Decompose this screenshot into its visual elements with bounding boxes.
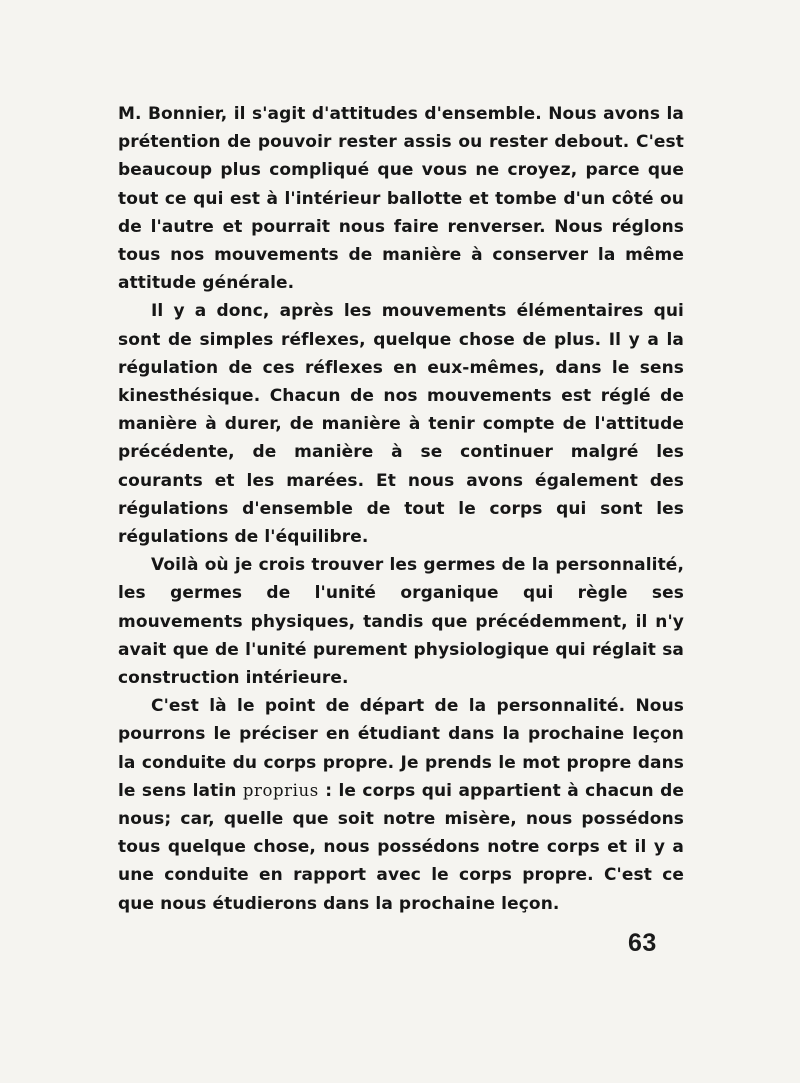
latin-term: proprius [242,780,319,800]
paragraph-2: Il y a donc, après les mouvements élémentaires qui sont de simples réflexes, quelque chose de plus. Il y a la régulation de ces réflexes en eux-mêmes, dans le sens kinesthésique. Chacun de nos mouvements est réglé de manière à durer, de manière à tenir compte de l'attitude précédente, de manière à se continuer malgré les courants et les marées. Et nous avons également des régulations d'ensemble de tout le corps qui sont les régulations de l'équilibre. [118,301,684,548]
paragraph-3: Voilà où je crois trouver les germes de la personnalité, les germes de l'unité organique qui règle ses mouvements physiques, tandis que précédemment, il n'y avait que de l'unité purement physiologique qui réglait sa construction intérieure. [118,555,684,689]
paragraph-4 [118,692,684,918]
body-text [118,100,684,918]
paragraph-4-part-1: C'est là le point de départ de la personnalité. Nous pourrons le préciser en étudiant dans la prochaine leçon la conduite du corps propre. Je prends le mot propre dans le sens latin [118,696,684,801]
paragraph-4-part-2: : le corps qui appartient à chacun de nous; car, quelle que soit notre misère, nous possédons tous quelque chose, nous possédons notre corps et il y a une conduite en rapport avec le corps propre. C'est ce que nous étudierons dans la prochaine leçon. [118,780,684,914]
page-number: 63 [628,929,657,957]
paragraph-1: M. Bonnier, il s'agit d'attitudes d'ensemble. Nous avons la prétention de pouvoir rester assis ou rester debout. C'est beaucoup plus compliqué que vous ne croyez, parce que tout ce qui est à l'intérieur ballotte et tombe d'un côté ou de l'autre et pourrait nous faire renverser. Nous réglons tous nos mouvements de manière à conserver la même attitude générale. [118,104,684,294]
